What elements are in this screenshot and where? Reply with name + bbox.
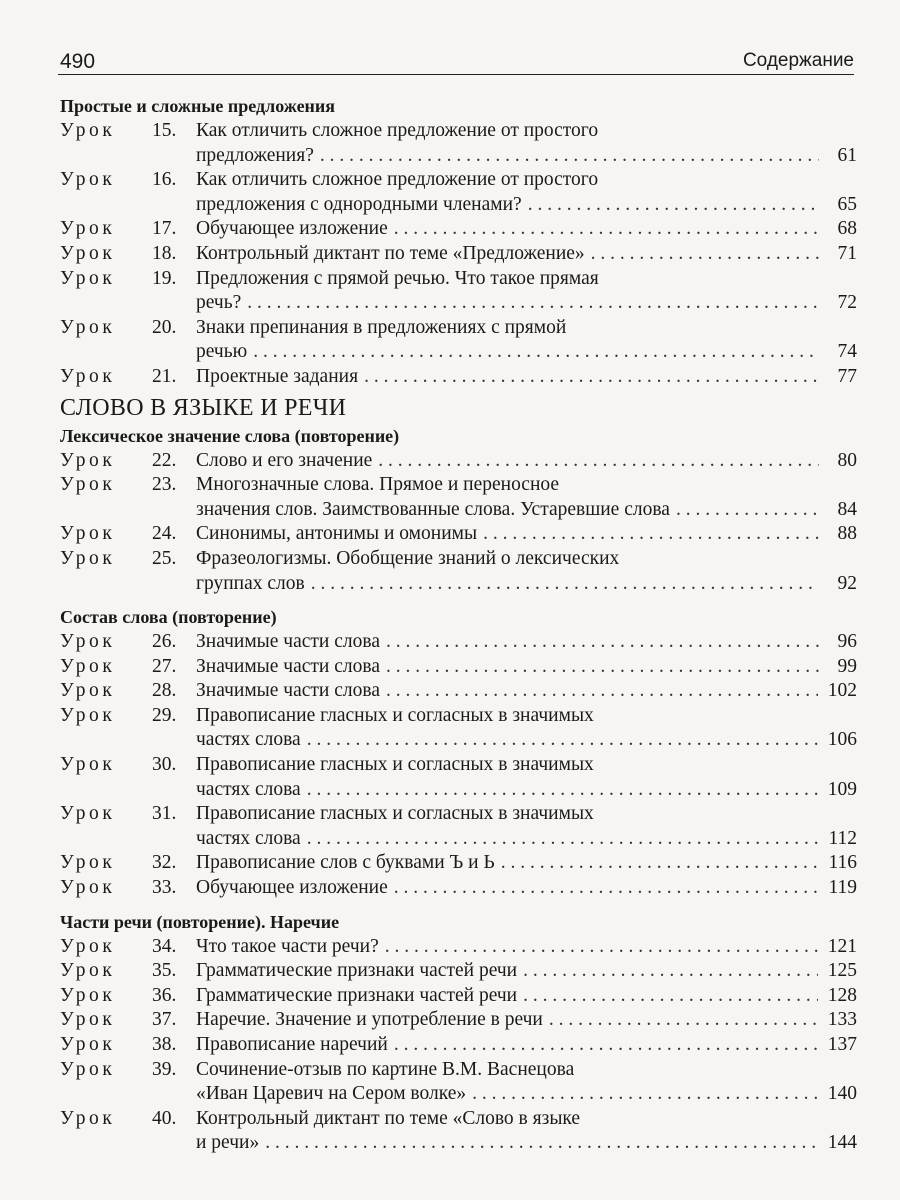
lesson-number: 22.: [152, 449, 177, 471]
dot-leader: [388, 1033, 818, 1058]
lesson-label: Урок: [60, 680, 116, 702]
lesson-title: Как отличить сложное предложение от простого: [196, 120, 599, 141]
lesson-title: частях слова: [196, 827, 301, 849]
lesson-title: Грамматические признаки частей речи: [196, 960, 518, 982]
toc-entry: [60, 449, 857, 474]
toc-entry-line: [60, 168, 857, 193]
lesson-number: 19.: [152, 267, 177, 289]
dot-leader: [466, 1082, 818, 1107]
subsection-title: Лексическое значение слова (повторение): [60, 425, 400, 446]
lesson-number: 28.: [152, 680, 177, 702]
toc-entry: [60, 547, 857, 596]
toc-entry: [60, 119, 857, 168]
dot-leader: [517, 959, 818, 984]
page-ref: 84: [837, 498, 857, 520]
lesson-label: Урок: [60, 449, 116, 471]
lesson-number: 17.: [152, 218, 177, 240]
lesson-number: 25.: [152, 547, 177, 569]
page-ref: 144: [827, 1132, 857, 1154]
toc-entry-line: [60, 1082, 857, 1107]
lesson-title: Значимые части слова: [196, 680, 380, 702]
lesson-title: Значимые части слова: [196, 655, 380, 677]
dot-leader: [517, 984, 818, 1009]
lesson-label: Урок: [60, 120, 116, 141]
toc-entry: [60, 1107, 857, 1156]
lesson-label: Урок: [60, 877, 116, 899]
toc-entry: [60, 753, 857, 802]
dot-leader: [670, 498, 819, 523]
page-ref: 112: [828, 827, 857, 849]
lesson-label: Урок: [60, 267, 116, 289]
toc-entry-line: [60, 704, 857, 729]
lesson-title: Правописание гласных и согласных в значимых: [196, 704, 594, 726]
lesson-label: Урок: [60, 655, 116, 677]
dot-leader: [301, 728, 818, 753]
dot-leader: [380, 679, 818, 704]
page-ref: 88: [837, 523, 857, 545]
lesson-label: Урок: [60, 218, 116, 240]
dot-leader: [241, 291, 819, 316]
lesson-title: речь?: [196, 292, 242, 314]
lesson-title: речью: [196, 341, 248, 363]
lesson-title: Проектные задания: [196, 365, 359, 387]
lesson-label: Урок: [60, 242, 116, 264]
lesson-title: частях слова: [196, 729, 301, 751]
toc-entry-line: [60, 365, 857, 390]
toc-entry-line: [60, 778, 857, 803]
lesson-title: Правописание наречий: [196, 1034, 388, 1055]
toc-entry: [60, 1033, 857, 1058]
lesson-title: и речи»: [196, 1132, 260, 1154]
lesson-title: Правописание слов с буквами Ъ и Ь: [196, 852, 495, 874]
lesson-number: 36.: [152, 984, 177, 1006]
toc-entry-line: [60, 267, 857, 292]
dot-leader: [247, 340, 819, 365]
lesson-label: Урок: [60, 984, 116, 1006]
toc-entry: [60, 168, 857, 217]
dot-leader: [372, 449, 819, 474]
dot-leader: [522, 193, 819, 218]
lesson-title: Что такое части речи?: [196, 935, 379, 957]
toc-entry: [60, 1058, 857, 1107]
lesson-number: 27.: [152, 655, 177, 677]
toc-entry: [60, 851, 857, 876]
page-ref: 72: [837, 292, 857, 314]
page-ref: 77: [837, 365, 857, 387]
page-number: 490: [60, 50, 96, 73]
dot-leader: [314, 144, 819, 169]
lesson-label: Урок: [60, 803, 116, 825]
lesson-label: Урок: [60, 316, 116, 338]
toc-entry-line: [60, 473, 857, 498]
lesson-title: Контрольный диктант по теме «Предложение»: [196, 242, 585, 264]
dot-leader: [477, 522, 819, 547]
lesson-label: Урок: [60, 754, 116, 776]
lesson-title: «Иван Царевич на Сером волке»: [196, 1083, 467, 1105]
toc-entry: [60, 802, 857, 851]
page-ref: 119: [828, 877, 857, 899]
toc-entry-line: [60, 242, 857, 267]
lesson-number: 33.: [152, 877, 177, 899]
toc-entry: [60, 959, 857, 984]
lesson-title: Знаки препинания в предложениях с прямой: [196, 316, 567, 338]
dot-leader: [388, 217, 819, 242]
lesson-number: 40.: [152, 1107, 177, 1129]
lesson-number: 16.: [152, 169, 177, 191]
toc-entry-line: [60, 679, 857, 704]
toc-entry-line: [60, 119, 857, 144]
lesson-number: 31.: [152, 803, 177, 825]
dot-leader: [358, 365, 819, 390]
subsection-title: Состав слова (повторение): [60, 607, 277, 628]
lesson-number: 30.: [152, 754, 177, 776]
lesson-title: Слово и его значение: [196, 449, 373, 471]
lesson-title: Значимые части слова: [196, 631, 380, 653]
lesson-number: 15.: [152, 120, 177, 141]
toc-entry-line: [60, 291, 857, 316]
lesson-label: Урок: [60, 1107, 116, 1129]
lesson-number: 34.: [152, 935, 177, 957]
page-ref: 61: [837, 144, 857, 166]
dot-leader: [259, 1131, 818, 1156]
lesson-label: Урок: [60, 365, 116, 387]
toc-entry-line: [60, 449, 857, 474]
page-ref: 92: [837, 572, 857, 594]
toc-entry-line: [60, 876, 857, 901]
toc-entry: [60, 630, 857, 655]
dot-leader: [543, 1008, 818, 1033]
dot-leader: [301, 827, 819, 852]
toc-entry: [60, 704, 857, 753]
lesson-label: Урок: [60, 547, 116, 569]
lesson-number: 38.: [152, 1034, 177, 1055]
subsection-title: Простые и сложные предложения: [60, 96, 336, 116]
toc-entry-line: [60, 144, 857, 169]
dot-leader: [495, 851, 819, 876]
toc-entry-line: [60, 193, 857, 218]
page-ref: 99: [837, 655, 857, 677]
toc-entry-line: [60, 340, 857, 365]
dot-leader: [380, 655, 819, 680]
lesson-number: 29.: [152, 704, 177, 726]
dot-leader: [379, 935, 818, 960]
lesson-label: Урок: [60, 523, 116, 545]
toc-entry: [60, 316, 857, 365]
lesson-label: Урок: [60, 631, 116, 653]
toc-entry-line: [60, 728, 857, 753]
lesson-number: 23.: [152, 474, 177, 496]
lesson-number: 18.: [152, 242, 177, 264]
dot-leader: [585, 242, 819, 267]
table-of-contents: [60, 92, 857, 1156]
page-ref: 125: [827, 960, 857, 982]
toc-entry: [60, 522, 857, 547]
lesson-title: Наречие. Значение и употребление в речи: [196, 1009, 543, 1031]
lesson-number: 39.: [152, 1058, 177, 1080]
page-ref: 116: [828, 852, 857, 874]
lesson-title: Обучающее изложение: [196, 218, 388, 240]
toc-entry: [60, 473, 857, 522]
page-ref: 137: [827, 1034, 857, 1055]
lesson-title: предложения с однородными членами?: [196, 193, 522, 215]
page-ref: 106: [827, 729, 857, 751]
toc-entry: [60, 242, 857, 267]
lesson-title: предложения?: [196, 144, 314, 166]
toc-entry: [60, 679, 857, 704]
toc-entry-line: [60, 655, 857, 680]
section-title: СЛОВО В ЯЗЫКЕ И РЕЧИ: [60, 394, 347, 421]
toc-entry-line: [60, 630, 857, 655]
page-ref: 74: [837, 341, 857, 363]
lesson-title: Многозначные слова. Прямое и переносное: [196, 474, 560, 496]
lesson-title: Обучающее изложение: [196, 877, 388, 899]
page-ref: 121: [827, 935, 857, 957]
lesson-number: 20.: [152, 316, 177, 338]
toc-entry-line: [60, 1008, 857, 1033]
toc-entry-line: [60, 498, 857, 523]
toc-entry-line: [60, 827, 857, 852]
page-ref: 109: [827, 778, 857, 800]
page-header: [58, 44, 854, 75]
lesson-title: группах слов: [196, 572, 305, 594]
toc-entry: [60, 984, 857, 1009]
toc-entry-line: [60, 802, 857, 827]
lesson-title: Грамматические признаки частей речи: [196, 984, 518, 1006]
toc-entry-line: [60, 935, 857, 960]
toc-entry: [60, 935, 857, 960]
lesson-label: Урок: [60, 1058, 116, 1080]
lesson-number: 37.: [152, 1009, 177, 1031]
lesson-title: Синонимы, антонимы и омонимы: [196, 523, 478, 545]
lesson-label: Урок: [60, 474, 116, 496]
lesson-title: значения слов. Заимствованные слова. Устаревшие слова: [196, 498, 670, 520]
lesson-number: 26.: [152, 631, 177, 653]
lesson-number: 24.: [152, 523, 177, 545]
lesson-title: Правописание гласных и согласных в значимых: [196, 803, 594, 825]
dot-leader: [305, 572, 819, 597]
toc-entry-line: [60, 851, 857, 876]
dot-leader: [380, 630, 819, 655]
page-ref: 140: [827, 1083, 857, 1105]
page-ref: 68: [837, 218, 857, 240]
lesson-label: Урок: [60, 704, 116, 726]
toc-entry-line: [60, 547, 857, 572]
page-ref: 96: [837, 631, 857, 653]
toc-entry: [60, 217, 857, 242]
lesson-title: Сочинение-отзыв по картине В.М. Васнецова: [196, 1058, 575, 1080]
toc-entry-line: [60, 1058, 857, 1083]
page-ref: 133: [827, 1009, 857, 1031]
toc-entry-line: [60, 217, 857, 242]
subsection-title: Части речи (повторение). Наречие: [60, 911, 340, 932]
lesson-title: Контрольный диктант по теме «Слово в языке: [196, 1107, 581, 1129]
toc-entry: [60, 267, 857, 316]
toc-entry: [60, 655, 857, 680]
page-ref: 71: [837, 242, 857, 264]
dot-leader: [301, 778, 818, 803]
toc-entry-line: [60, 572, 857, 597]
running-title: Содержание: [742, 50, 854, 71]
lesson-title: частях слова: [196, 778, 301, 800]
toc-entry: [60, 1008, 857, 1033]
lesson-title: Предложения с прямой речью. Что такое прямая: [196, 267, 599, 289]
lesson-label: Урок: [60, 169, 116, 191]
toc-entry-line: [60, 1131, 857, 1156]
lesson-label: Урок: [60, 935, 116, 957]
toc-entry-line: [60, 316, 857, 341]
lesson-title: Фразеологизмы. Обобщение знаний о лексических: [196, 547, 620, 569]
page-ref: 65: [837, 193, 857, 215]
toc-entry: [60, 876, 857, 901]
lesson-label: Урок: [60, 1034, 116, 1055]
dot-leader: [388, 876, 819, 901]
lesson-label: Урок: [60, 852, 116, 874]
lesson-number: 32.: [152, 852, 177, 874]
lesson-label: Урок: [60, 1009, 116, 1031]
lesson-title: Как отличить сложное предложение от простого: [196, 169, 599, 191]
lesson-label: Урок: [60, 960, 116, 982]
toc-entry-line: [60, 984, 857, 1009]
page-ref: 128: [827, 984, 857, 1006]
toc-entry-line: [60, 1033, 857, 1058]
toc-entry: [60, 365, 857, 390]
toc-entry-line: [60, 959, 857, 984]
toc-entry-line: [60, 1107, 857, 1132]
page-ref: 102: [827, 680, 857, 702]
toc-entry-line: [60, 753, 857, 778]
lesson-number: 21.: [152, 365, 177, 387]
lesson-title: Правописание гласных и согласных в значимых: [196, 754, 594, 776]
page-ref: 80: [837, 449, 857, 471]
lesson-number: 35.: [152, 960, 177, 982]
toc-entry-line: [60, 522, 857, 547]
